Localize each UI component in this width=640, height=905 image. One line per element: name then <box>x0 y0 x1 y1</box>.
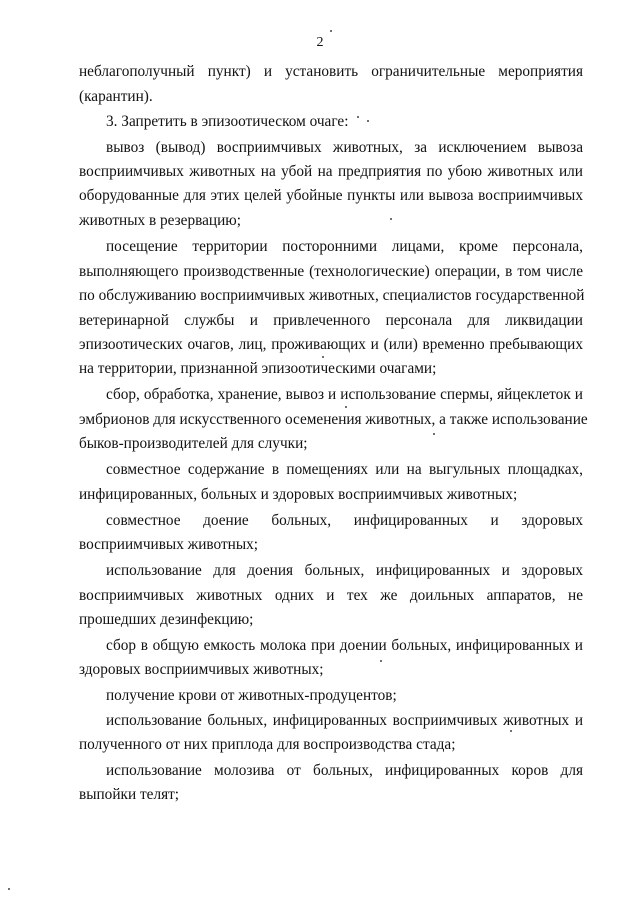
text-line: инфицированных, больных и здоровых восприимчивых животных; <box>79 486 518 503</box>
text-line: по обслуживанию восприимчивых животных, специалистов государственной <box>79 287 585 304</box>
scan-speck <box>357 116 359 118</box>
text-line: быков-производителей для случки; <box>79 435 308 452</box>
text-line: сбор, обработка, хранение, вывоз и использование спермы, яйцеклеток и <box>106 386 583 403</box>
text-line: выполняющего производственные (технологические) операции, в том числе <box>79 263 583 280</box>
text-line: сбор в общую емкость молока при доении больных, инфицированных и <box>106 637 583 654</box>
scan-speck <box>390 218 392 220</box>
scan-speck <box>345 406 347 408</box>
text-line: использование молозива от больных, инфицированных коров для <box>106 762 583 779</box>
text-line: получение крови от животных-продуцентов; <box>106 687 397 704</box>
scan-speck <box>433 433 435 435</box>
text-line: совместное содержание в помещениях или на выгульных площадках, <box>106 461 583 478</box>
text-line: неблагополучный пункт) и установить ограничительные мероприятия <box>79 63 583 80</box>
text-line: 3. Запретить в эпизоотическом очаге: <box>106 113 349 130</box>
scan-speck <box>367 120 369 122</box>
scan-speck <box>510 730 512 732</box>
text-line: посещение территории посторонними лицами, кроме персонала, <box>106 238 583 255</box>
text-line: эмбрионов для искусственного осеменения животных, а также использование <box>79 411 588 428</box>
text-line: полученного от них приплода для воспроизводства стада; <box>79 736 456 753</box>
scan-speck <box>380 660 382 662</box>
scan-speck <box>8 888 10 890</box>
text-line: восприимчивых животных одних и тех же доильных аппаратов, не <box>79 587 583 604</box>
text-line: на территории, признанной эпизоотическими очагами; <box>79 360 437 377</box>
text-line: совместное доение больных, инфицированных и здоровых <box>106 512 583 529</box>
page-number: 2 <box>316 35 324 50</box>
text-line: выпойки телят; <box>79 786 180 803</box>
text-line: восприимчивых животных на убой на предприятия по убою животных или <box>79 163 583 180</box>
scan-speck <box>322 356 324 358</box>
text-line: оборудованные для этих целей убойные пункты или вывоза восприимчивых <box>79 187 583 204</box>
text-line: использование для доения больных, инфицированных и здоровых <box>106 562 583 579</box>
text-line: использование больных, инфицированных восприимчивых животных и <box>106 712 583 729</box>
text-line: (карантин). <box>79 88 153 105</box>
text-line: восприимчивых животных; <box>79 536 259 553</box>
text-line: прошедших дезинфекцию; <box>79 611 254 628</box>
text-line: животных в резервацию; <box>79 212 241 229</box>
text-line: вывоз (вывод) восприимчивых животных, за исключением вывоза <box>106 139 583 156</box>
text-line: ветеринарной службы и привлеченного персонала для ликвидации <box>79 312 583 329</box>
scan-speck <box>330 30 332 32</box>
text-line: эпизоотических очагов, лиц, проживающих и (или) временно пребывающих <box>79 336 583 353</box>
text-line: здоровых восприимчивых животных; <box>79 661 324 678</box>
